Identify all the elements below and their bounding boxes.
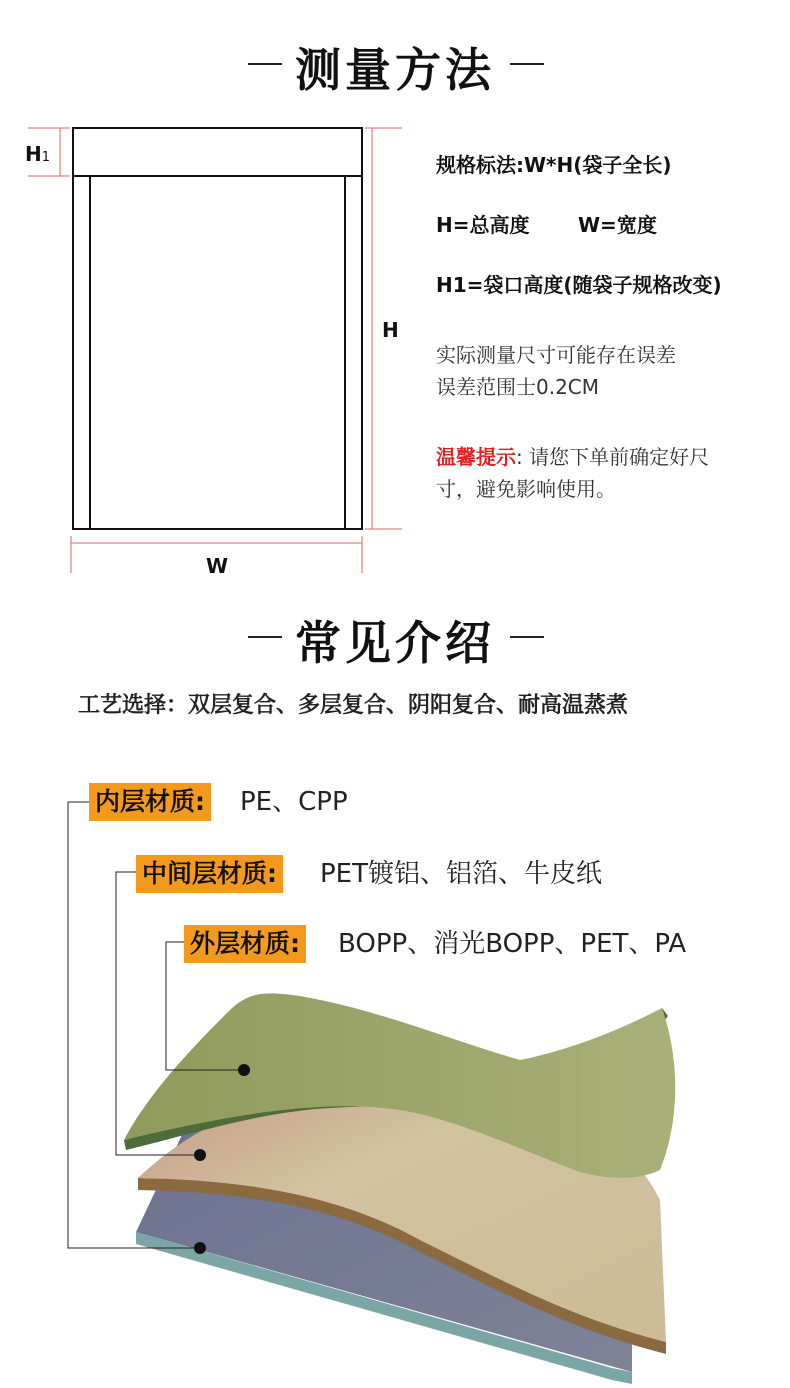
bag-diagram: [20, 118, 410, 588]
h-definition: H=总高度: [436, 213, 530, 237]
middle-material-value: PET镀铝、铝箔、牛皮纸: [320, 859, 602, 889]
tip-label: 温馨提示: [436, 445, 516, 469]
dim-h-label: H: [382, 318, 399, 342]
inner-material-label: 内层材质:: [89, 783, 211, 821]
dim-w-label: W: [206, 554, 229, 578]
outer-material-value: BOPP、消光BOPP、PET、PA: [338, 929, 687, 959]
warm-tip: 温馨提示: 请您下单前确定好尺 寸，避免影响使用。: [436, 445, 710, 501]
title-line-right-2: [510, 636, 544, 638]
inner-material-value: PE、CPP: [240, 787, 348, 817]
spec-format: 规格标法:W*H(袋子全长): [436, 153, 672, 177]
bag-outline: [73, 128, 362, 529]
middle-layer-dot: [194, 1149, 206, 1161]
h1-definition: H1=袋口高度(随袋子规格改变): [436, 273, 722, 297]
dim-h1-label: H1: [25, 142, 51, 166]
measure-title: 测量方法: [295, 43, 495, 97]
title-line-right: [510, 63, 544, 65]
outer-layer-dot: [238, 1064, 250, 1076]
middle-material-label: 中间层材质:: [136, 855, 283, 893]
w-definition: W=宽度: [578, 213, 657, 237]
process-options: 工艺选择：双层复合、多层复合、阴阳复合、耐高温蒸煮: [78, 693, 629, 718]
outer-material-label: 外层材质:: [184, 925, 306, 963]
intro-title: 常见介绍: [295, 616, 495, 670]
inner-layer-dot: [194, 1242, 206, 1254]
error-note: 实际测量尺寸可能存在误差 误差范围士0.2CM: [436, 343, 676, 399]
